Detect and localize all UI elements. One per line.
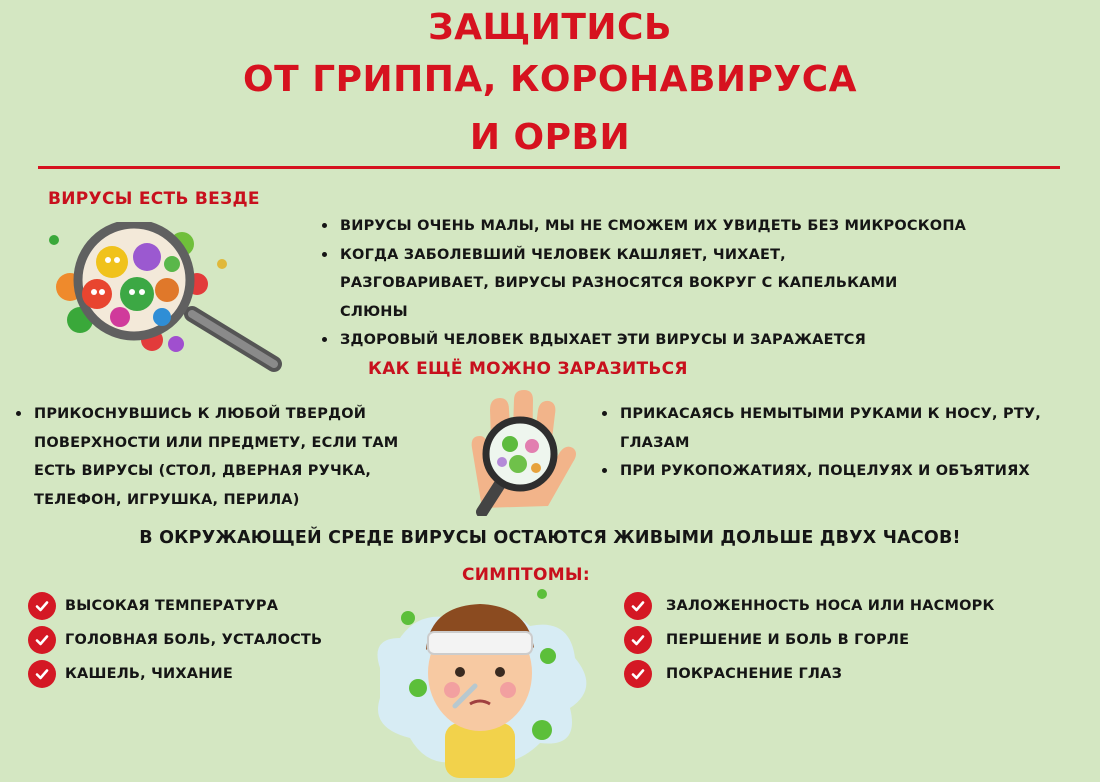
hand-virus-icon	[452, 388, 582, 516]
title-line-2: ОТ ГРИППА, КОРОНАВИРУСА	[243, 59, 857, 100]
infection-right-list	[598, 400, 1088, 486]
title-line-3: И ОРВИ	[469, 117, 631, 158]
list-item: ЗДОРОВЫЙ ЧЕЛОВЕК ВДЫХАЕТ ЭТИ ВИРУСЫ И ЗАРАЖАЕТСЯ	[318, 326, 968, 355]
section-viruses-heading: ВИРУСЫ ЕСТЬ ВЕЗДЕ	[48, 189, 260, 209]
symptom-item	[28, 657, 322, 691]
symptom-item	[28, 589, 322, 623]
symptom-label: ПОКРАСНЕНИЕ ГЛАЗ	[666, 666, 843, 682]
list-item: КОГДА ЗАБОЛЕВШИЙ ЧЕЛОВЕК КАШЛЯЕТ, ЧИХАЕТ, РАЗГОВАРИВАЕТ, ВИРУСЫ РАЗНОСЯТСЯ ВОКРУГ С КАПЕЛЬКАМИ СЛЮНЫ	[318, 241, 930, 327]
symptom-label: ВЫСОКАЯ ТЕМПЕРАТУРА	[65, 598, 279, 614]
survival-note: В ОКРУЖАЮЩЕЙ СРЕДЕ ВИРУСЫ ОСТАЮТСЯ ЖИВЫМИ ДОЛЬШЕ ДВУХ ЧАСОВ!	[139, 528, 961, 548]
check-icon	[624, 592, 652, 620]
list-item: ПРИКОСНУВШИСЬ К ЛЮБОЙ ТВЕРДОЙ ПОВЕРХНОСТИ ИЛИ ПРЕДМЕТУ, ЕСЛИ ТАМ ЕСТЬ ВИРУСЫ (СТОЛ, ДВЕРНАЯ РУЧКА, ТЕЛЕФОН, ИГРУШКА, ПЕРИЛА)	[12, 400, 442, 514]
symptom-label: КАШЕЛЬ, ЧИХАНИЕ	[65, 666, 233, 682]
list-item: ВИРУСЫ ОЧЕНЬ МАЛЫ, МЫ НЕ СМОЖЕМ ИХ УВИДЕТЬ БЕЗ МИКРОСКОПА	[318, 212, 968, 241]
title-divider	[38, 166, 1060, 169]
check-icon	[624, 626, 652, 654]
symptom-label: ЗАЛОЖЕННОСТЬ НОСА ИЛИ НАСМОРК	[666, 598, 995, 614]
check-icon	[28, 592, 56, 620]
symptom-label: ГОЛОВНАЯ БОЛЬ, УСТАЛОСТЬ	[65, 632, 323, 648]
symptom-item	[624, 623, 995, 657]
section-viruses-list	[318, 212, 968, 355]
symptom-item	[624, 589, 995, 623]
infection-left-list	[12, 400, 442, 514]
check-icon	[624, 660, 652, 688]
check-icon	[28, 626, 56, 654]
symptom-item	[28, 623, 322, 657]
symptom-item	[624, 657, 995, 691]
section-infection-heading: КАК ЕЩЁ МОЖНО ЗАРАЗИТЬСЯ	[368, 359, 688, 379]
symptom-label: ПЕРШЕНИЕ И БОЛЬ В ГОРЛЕ	[666, 632, 910, 648]
symptoms-left-list	[28, 589, 322, 691]
title-line-1: ЗАЩИТИСЬ	[428, 7, 672, 48]
symptoms-heading: СИМПТОМЫ:	[462, 565, 590, 585]
list-item: ПРИ РУКОПОЖАТИЯХ, ПОЦЕЛУЯХ И ОБЪЯТИЯХ	[598, 457, 1088, 486]
check-icon	[28, 660, 56, 688]
magnifier-virus-icon	[42, 222, 287, 377]
list-item: ПРИКАСАЯСЬ НЕМЫТЫМИ РУКАМИ К НОСУ, РТУ, ГЛАЗАМ	[598, 400, 1060, 457]
symptoms-right-list	[624, 589, 995, 691]
sick-boy-icon	[360, 578, 600, 778]
